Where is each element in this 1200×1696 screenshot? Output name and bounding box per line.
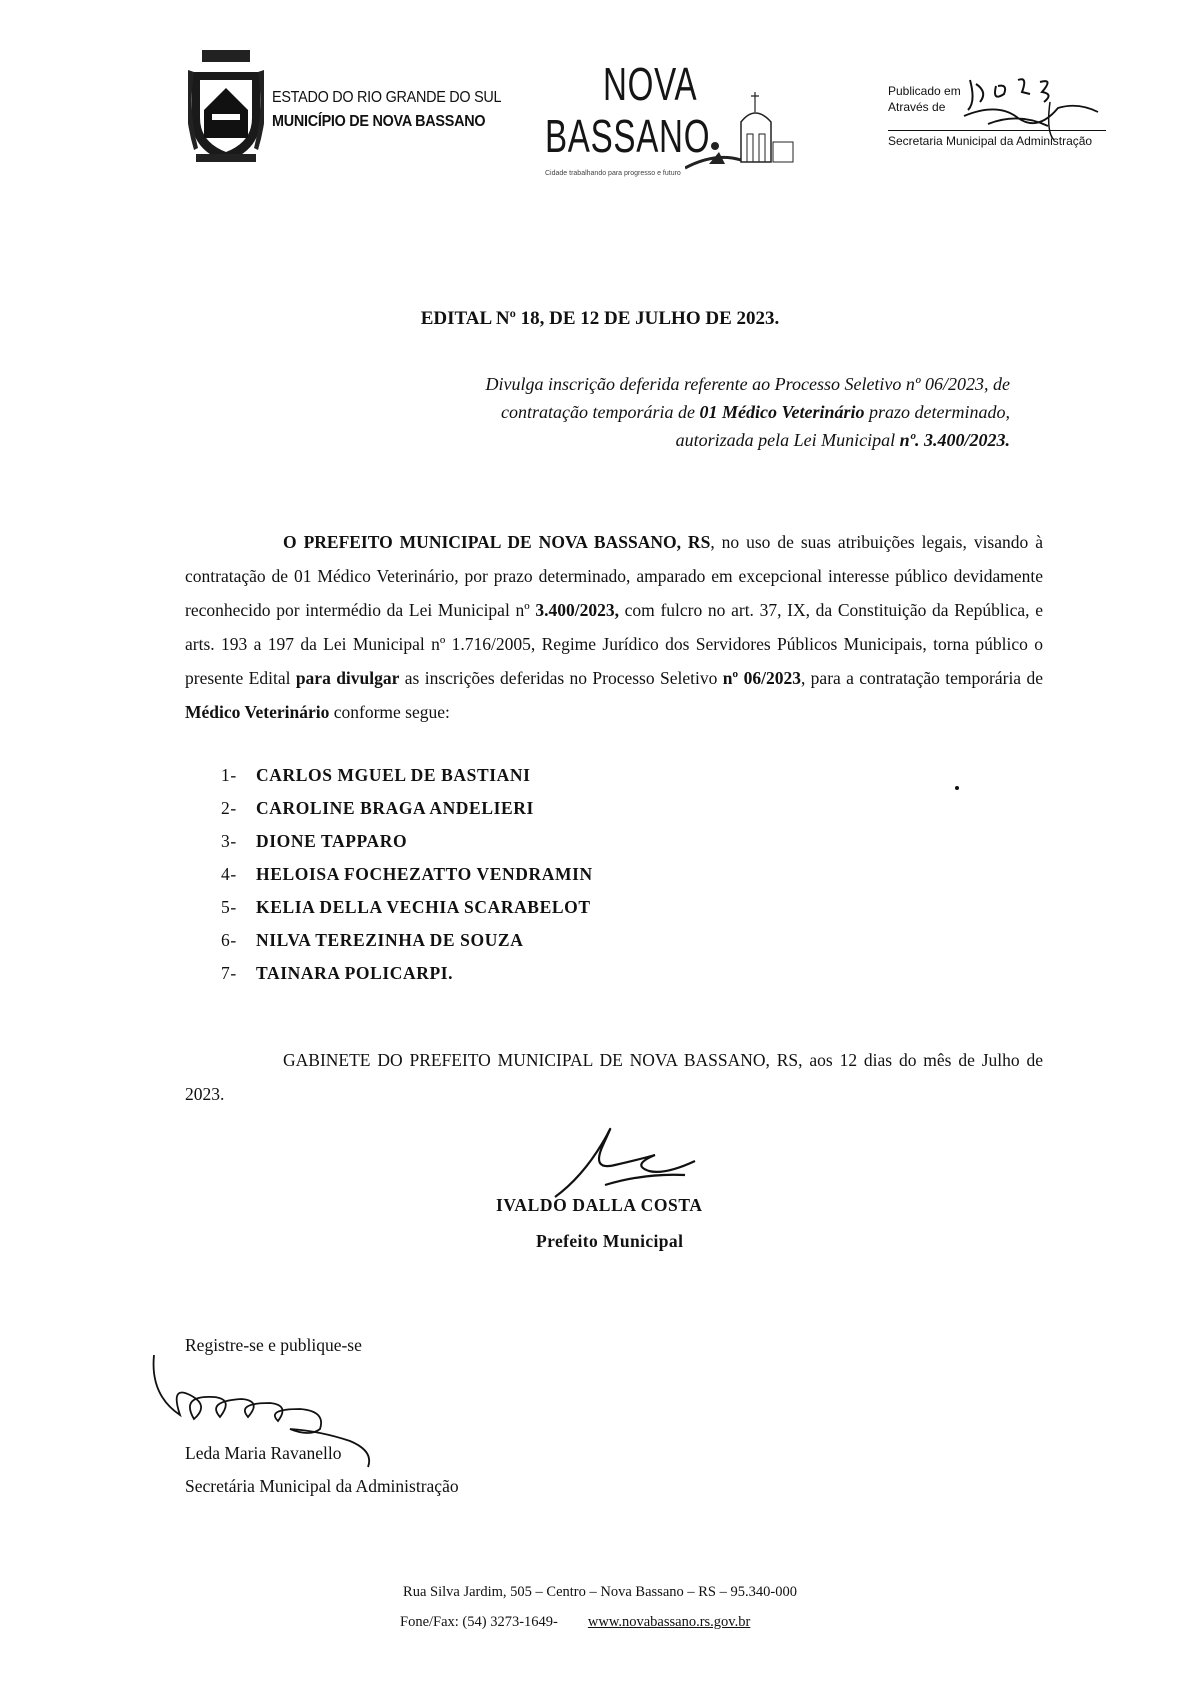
municipality-line: MUNICÍPIO DE NOVA BASSANO — [272, 113, 486, 130]
candidate-name: KELIA DELLA VECHIA SCARABELOT — [256, 897, 591, 917]
edital-title: EDITAL Nº 18, DE 12 DE JULHO DE 2023. — [420, 308, 780, 329]
role-bold: Médico Veterinário — [185, 702, 330, 722]
candidate-name: NILVA TEREZINHA DE SOUZA — [256, 930, 524, 950]
purpose-bold: para divulgar — [295, 668, 400, 688]
list-item — [221, 864, 593, 885]
law-number: 3.400/2023, — [535, 600, 619, 620]
publication-stamp — [888, 72, 1118, 162]
church-illustration-icon — [685, 82, 797, 172]
stamp-handwriting-signature-icon — [958, 72, 1108, 142]
candidate-name: CAROLINE BRAGA ANDELIERI — [256, 798, 534, 818]
list-number: 2- — [221, 798, 237, 818]
footer-website-link[interactable]: www.novabassano.rs.gov.br — [587, 1614, 751, 1630]
process-number: nº 06/2023 — [722, 668, 801, 688]
state-line: ESTADO DO RIO GRANDE DO SUL — [272, 89, 502, 106]
closing-paragraph — [185, 1043, 1043, 1111]
list-item — [221, 765, 531, 786]
candidate-name: CARLOS MGUEL DE BASTIANI — [256, 765, 531, 785]
nova-bassano-logo — [545, 58, 795, 182]
stamp-through-label: Através de — [888, 100, 946, 114]
mayor-title: Prefeito Municipal — [536, 1231, 684, 1251]
header-state-text — [272, 86, 501, 134]
paragraph-text: , para a contratação temporária de — [800, 668, 1043, 688]
secretary-title: Secretária Municipal da Administração — [185, 1476, 459, 1496]
stamp-rule — [888, 130, 1106, 131]
footer-phone: Fone/Fax: (54) 3273-1649- — [400, 1614, 558, 1630]
candidate-name: HELOISA FOCHEZATTO VENDRAMIN — [256, 864, 593, 884]
list-number: 3- — [221, 831, 237, 851]
list-number: 7- — [221, 963, 237, 983]
mayor-name: IVALDO DALLA COSTA — [496, 1195, 703, 1215]
main-paragraph — [185, 525, 1043, 729]
closing-text: GABINETE DO PREFEITO MUNICIPAL DE NOVA BASSANO, RS, aos 12 dias do mês de Julho de 2023. — [185, 1050, 1043, 1104]
secretary-name: Leda Maria Ravanello — [185, 1443, 342, 1463]
paragraph-text: com fulcro no art. 37, IX, da Constituição da República, e arts. 193 a 197 da Lei Municipal nº 1.716/2005, Regime Jurídico dos Servidores Públicos Municipais, torna público o presente Edital — [185, 600, 1043, 688]
ementa-text: Divulga inscrição deferida referente ao Processo Seletivo nº 06/2023, de contratação temporária de — [485, 374, 1010, 422]
logo-top-word: NOVA — [603, 58, 698, 110]
mayor-signature-icon — [545, 1115, 715, 1205]
logo-bottom-word: BASSANO — [545, 110, 711, 162]
mayor-heading: O PREFEITO MUNICIPAL DE NOVA BASSANO, RS — [283, 532, 711, 552]
list-number: 6- — [221, 930, 237, 950]
registration-label: Registre-se e publique-se — [185, 1335, 362, 1355]
list-number: 4- — [221, 864, 237, 884]
list-number: 1- — [221, 765, 237, 785]
coat-of-arms-icon — [188, 50, 264, 168]
list-item — [221, 831, 407, 852]
list-item — [221, 930, 523, 951]
candidate-name: TAINARA POLICARPI. — [256, 963, 454, 983]
ementa-bold-law: nº. 3.400/2023. — [899, 430, 1010, 450]
list-number: 5- — [221, 897, 237, 917]
stamp-secretariat-label: Secretaria Municipal da Administração — [888, 134, 1093, 148]
paragraph-text: , no uso de suas atribuições legais, visando à contratação de 01 Médico Veterinário, por prazo determinado, amparado em excepcional interesse público devidamente reconhecido por intermédio da Lei Municipal nº — [185, 532, 1043, 620]
candidate-name: DIONE TAPPARO — [256, 831, 408, 851]
ementa-bold-role: 01 Médico Veterinário — [699, 402, 865, 422]
paragraph-text: conforme segue: — [329, 702, 450, 722]
logo-tagline: Cidade trabalhando para progresso e futuro — [545, 170, 681, 177]
list-item — [221, 798, 534, 819]
footer-address: Rua Silva Jardim, 505 – Centro – Nova Bassano – RS – 95.340-000 — [403, 1584, 797, 1600]
edital-ementa — [455, 370, 1010, 454]
ementa-text-2: prazo determinado, autorizada pela Lei Municipal — [675, 402, 1010, 450]
footer-contact — [400, 1614, 750, 1631]
paragraph-text: as inscrições deferidas no Processo Seletivo — [399, 668, 723, 688]
list-item — [221, 897, 591, 918]
scan-speck — [955, 786, 959, 790]
list-item — [221, 963, 453, 984]
stamp-published-label: Publicado em — [888, 84, 961, 98]
